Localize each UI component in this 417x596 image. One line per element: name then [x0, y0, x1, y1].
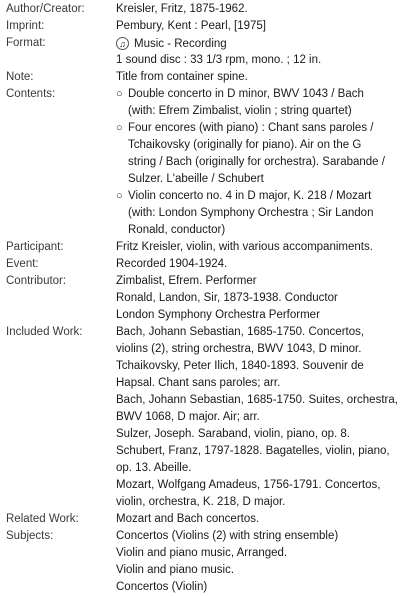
format-row	[0, 35, 417, 69]
included-work-link[interactable]: Hapsal. Chant sans paroles; arr.	[116, 377, 281, 389]
contents-item-text: Four encores (with piano) : Chant sans paroles /	[128, 122, 374, 134]
included-work-item	[116, 392, 409, 426]
included-work-label: Included Work:	[6, 326, 83, 338]
subject-link[interactable]: Concertos (Violin)	[116, 581, 208, 593]
contents-item-text: Double concerto in D minor, BWV 1043 / Bach	[128, 88, 364, 100]
music-note-icon: ♫	[116, 37, 129, 50]
author-label: Author/Creator:	[6, 3, 85, 15]
contents-item	[116, 86, 409, 120]
included-work-link[interactable]: violins (2), string orchestra, BWV 1043, D minor.	[116, 343, 362, 355]
contents-label: Contents:	[6, 88, 56, 100]
included-work-link[interactable]: Schubert, Franz, 1797-1828. Bagatelles, violin, piano,	[116, 445, 390, 457]
event-value: Recorded 1904-1924.	[116, 258, 228, 270]
included-work-row	[0, 324, 417, 511]
contributor-label: Contributor:	[6, 275, 67, 287]
contents-item-text: Violin concerto no. 4 in D major, K. 218 / Mozart	[128, 190, 372, 202]
contents-row	[0, 86, 417, 239]
contents-list	[116, 86, 417, 239]
included-work-link[interactable]: Bach, Johann Sebastian, 1685-1750. Concertos,	[116, 326, 365, 338]
subjects-row	[0, 528, 417, 596]
format-type: Music - Recording	[134, 37, 227, 50]
imprint-label: Imprint:	[6, 20, 45, 32]
participant-row	[0, 239, 417, 256]
contents-item-text: string / Bach (originally for orchestra). Sarabande /	[128, 156, 385, 168]
contributor-list	[116, 273, 417, 324]
bullet-icon: ○	[116, 122, 123, 134]
contents-item	[116, 188, 409, 239]
note-row	[0, 69, 417, 86]
bullet-icon: ○	[116, 190, 123, 202]
format-label: Format:	[6, 37, 46, 49]
contributor-link[interactable]: Ronald, Landon, Sir, 1873-1938. Conductor	[116, 292, 338, 304]
event-row	[0, 256, 417, 273]
included-work-item	[116, 426, 409, 443]
contents-item-text: Tchaikovsky (originally for piano). Air on the G	[128, 139, 362, 151]
bullet-icon: ○	[116, 88, 123, 100]
event-label: Event:	[6, 258, 39, 270]
contents-item-text: Sulzer. L'abeille / Schubert	[128, 173, 264, 185]
related-work-link[interactable]: Mozart and Bach concertos.	[116, 513, 260, 525]
included-work-link[interactable]: BWV 1068, D major. Air; arr.	[116, 411, 260, 423]
related-work-label: Related Work:	[6, 513, 79, 525]
included-work-link[interactable]: Tchaikovsky, Peter Ilich, 1840-1893. Souvenir de	[116, 360, 364, 372]
imprint-row	[0, 18, 417, 35]
contributor-link[interactable]: Zimbalist, Efrem. Performer	[116, 275, 257, 287]
included-work-link[interactable]: Bach, Johann Sebastian, 1685-1750. Suites, orchestra,	[116, 394, 398, 406]
subject-link[interactable]: Violin and piano music, Arranged.	[116, 547, 288, 559]
included-work-link[interactable]: op. 13. Abeille.	[116, 462, 192, 474]
contents-item-text: (with: London Symphony Orchestra ; Sir Landon	[128, 207, 374, 219]
contents-item-text: (with: Efrem Zimbalist, violin ; string quartet)	[128, 105, 352, 117]
subjects-label: Subjects:	[6, 530, 54, 542]
participant-label: Participant:	[6, 241, 64, 253]
contents-item	[116, 120, 409, 188]
imprint-value: Pembury, Kent : Pearl, [1975]	[116, 20, 267, 32]
format-description: 1 sound disc : 33 1/3 rpm, mono. ; 12 in.	[116, 54, 322, 66]
included-work-link[interactable]: violin, orchestra, K. 218, D major.	[116, 496, 286, 508]
author-row	[0, 1, 417, 18]
contributor-row	[0, 273, 417, 324]
subjects-list	[116, 528, 417, 596]
included-work-list	[116, 324, 417, 511]
related-work-row	[0, 511, 417, 528]
included-work-link[interactable]: Mozart, Wolfgang Amadeus, 1756-1791. Concertos,	[116, 479, 381, 491]
subject-link[interactable]: Concertos (Violins (2) with string ensemble)	[116, 530, 339, 542]
author-link[interactable]: Kreisler, Fritz, 1875-1962.	[116, 3, 248, 15]
subject-link[interactable]: Violin and piano music.	[116, 564, 235, 576]
included-work-item	[116, 443, 409, 477]
included-work-item	[116, 358, 409, 392]
included-work-item	[116, 477, 409, 511]
included-work-item	[116, 324, 409, 358]
participant-value: Fritz Kreisler, violin, with various accompaniments.	[116, 241, 373, 253]
contributor-link[interactable]: London Symphony Orchestra Performer	[116, 309, 320, 321]
included-work-link[interactable]: Sulzer, Joseph. Saraband, violin, piano, op. 8.	[116, 428, 350, 440]
note-label: Note:	[6, 71, 34, 83]
note-value: Title from container spine.	[116, 71, 248, 83]
contents-item-text: Ronald, conductor)	[128, 224, 226, 236]
